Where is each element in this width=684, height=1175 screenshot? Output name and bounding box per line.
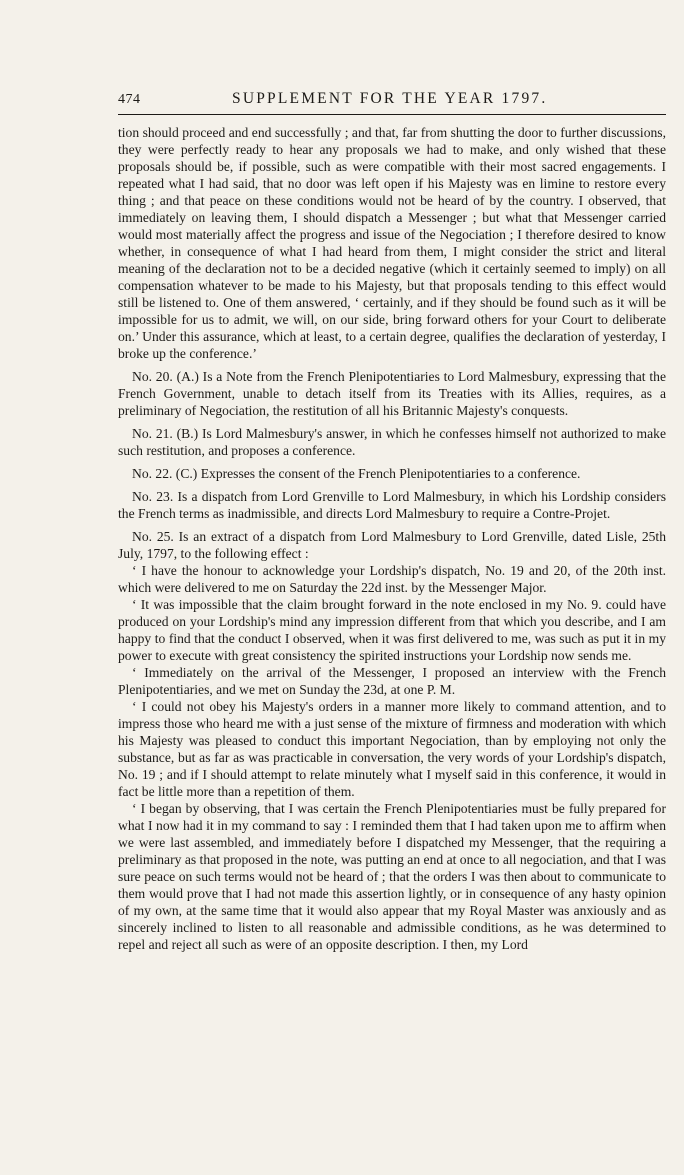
paragraph: ‘ I began by observing, that I was certain the French Plenipotentiaries must be fully prepared for what I now had it in my command to say : I reminded them that I had taken upon me to affirm when we were last assembled, and immediately before I dispatched my Messenger, that the requiring a preliminary as that proposed in the note, was putting an end at once to all negociation, and that I was sure peace on such terms would not be heard of ; that the orders I was then about to communicate to them would prove that I had not made this assertion lightly, or in consequence of any hasty opinion of my own, at the same time that it would also appear that my Royal Master was anxiously and as sincerely inclined to listen to all reasonable and admissible conditions, as he was determined to repel and reject all such as were of an opposite description. I then, my Lord xyxy=(118,801,666,952)
paragraph: No. 22. (C.) Expresses the consent of the French Plenipotentiaries to a conference. xyxy=(132,466,581,481)
paragraph: No. 20. (A.) Is a Note from the French Plenipotentiaries to Lord Malmesbury, expressing that the French Government, unable to detach itself from its Treaties with its Allies, requires, as a preliminary of Negociation, the restitution of all his Britannic Majesty's conquests. xyxy=(118,369,666,418)
body-text xyxy=(118,124,666,953)
page-header xyxy=(118,90,666,112)
paragraph: No. 25. Is an extract of a dispatch from Lord Malmesbury to Lord Grenville, dated Lisle, 25th July, 1797, to the following effect : xyxy=(118,529,666,561)
header-rule xyxy=(118,114,666,115)
paragraph: ‘ It was impossible that the claim brought forward in the note enclosed in my No. 9. could have produced on your Lordship's mind any impression different from that which you describe, and I am happy to find that the conduct I observed, when it was first delivered to me, was such as put it in my power to execute with great consistency the spirited instructions your Lordship now sends me. xyxy=(118,597,666,663)
paragraph: ‘ Immediately on the arrival of the Messenger, I proposed an interview with the French Plenipotentiaries, and we met on Sunday the 23d, at one P. M. xyxy=(118,665,666,697)
running-head: SUPPLEMENT FOR THE YEAR 1797. xyxy=(232,90,548,107)
paragraph: ‘ I could not obey his Majesty's orders in a manner more likely to command attention, and to impress those who heard me with a just sense of the mixture of firmness and moderation with which his Majesty was pleased to conduct this important Negociation, than by employing not only the substance, but as far as was practicable in conversation, the very words of your Lordship's dispatch, No. 19 ; and if I should attempt to relate minutely what I myself said in this conference, it would in fact be little more than a repetition of them. xyxy=(118,699,666,799)
paragraph: tion should proceed and end successfully ; and that, far from shutting the door to further discussions, they were perfectly ready to hear any proposals we had to make, and only wished that these proposals should be, if possible, such as were compatible with their most sacred engagements. I repeated what I had said, that no door was left open if his Majesty was en limine to restore every thing ; and that peace on these conditions would not be heard of by the country. I observed, that immediately on leaving them, I should dispatch a Messenger ; but what that Messenger carried would most materially affect the progress and issue of the Negociation ; I therefore desired to know whether, in consequence of what I had heard from them, I might consider the strict and literal meaning of the declaration not to be a decided negative (which it certainly seemed to imply) on all compensation whatever to be made to his Majesty, but that proposals tending to this effect would still be listened to. One of them answered, ‘ certainly, and if they should be found such as it will be impossible for us to admit, we will, on our side, bring forward others for your Court to deliberate on.’ Under this assurance, which at least, to a certain degree, qualifies the declaration of yesterday, I broke up the conference.’ xyxy=(118,125,666,361)
paragraph: ‘ I have the honour to acknowledge your Lordship's dispatch, No. 19 and 20, of the 20th inst. which were delivered to me on Saturday the 22d inst. by the Messenger Major. xyxy=(118,563,666,595)
paragraph: No. 21. (B.) Is Lord Malmesbury's answer, in which he confesses himself not authorized to make such restitution, and proposes a conference. xyxy=(118,426,666,458)
page-number: 474 xyxy=(118,92,141,107)
paragraph: No. 23. Is a dispatch from Lord Grenville to Lord Malmesbury, in which his Lordship considers the French terms as inadmissible, and directs Lord Malmesbury to require a Contre-Projet. xyxy=(118,489,666,521)
